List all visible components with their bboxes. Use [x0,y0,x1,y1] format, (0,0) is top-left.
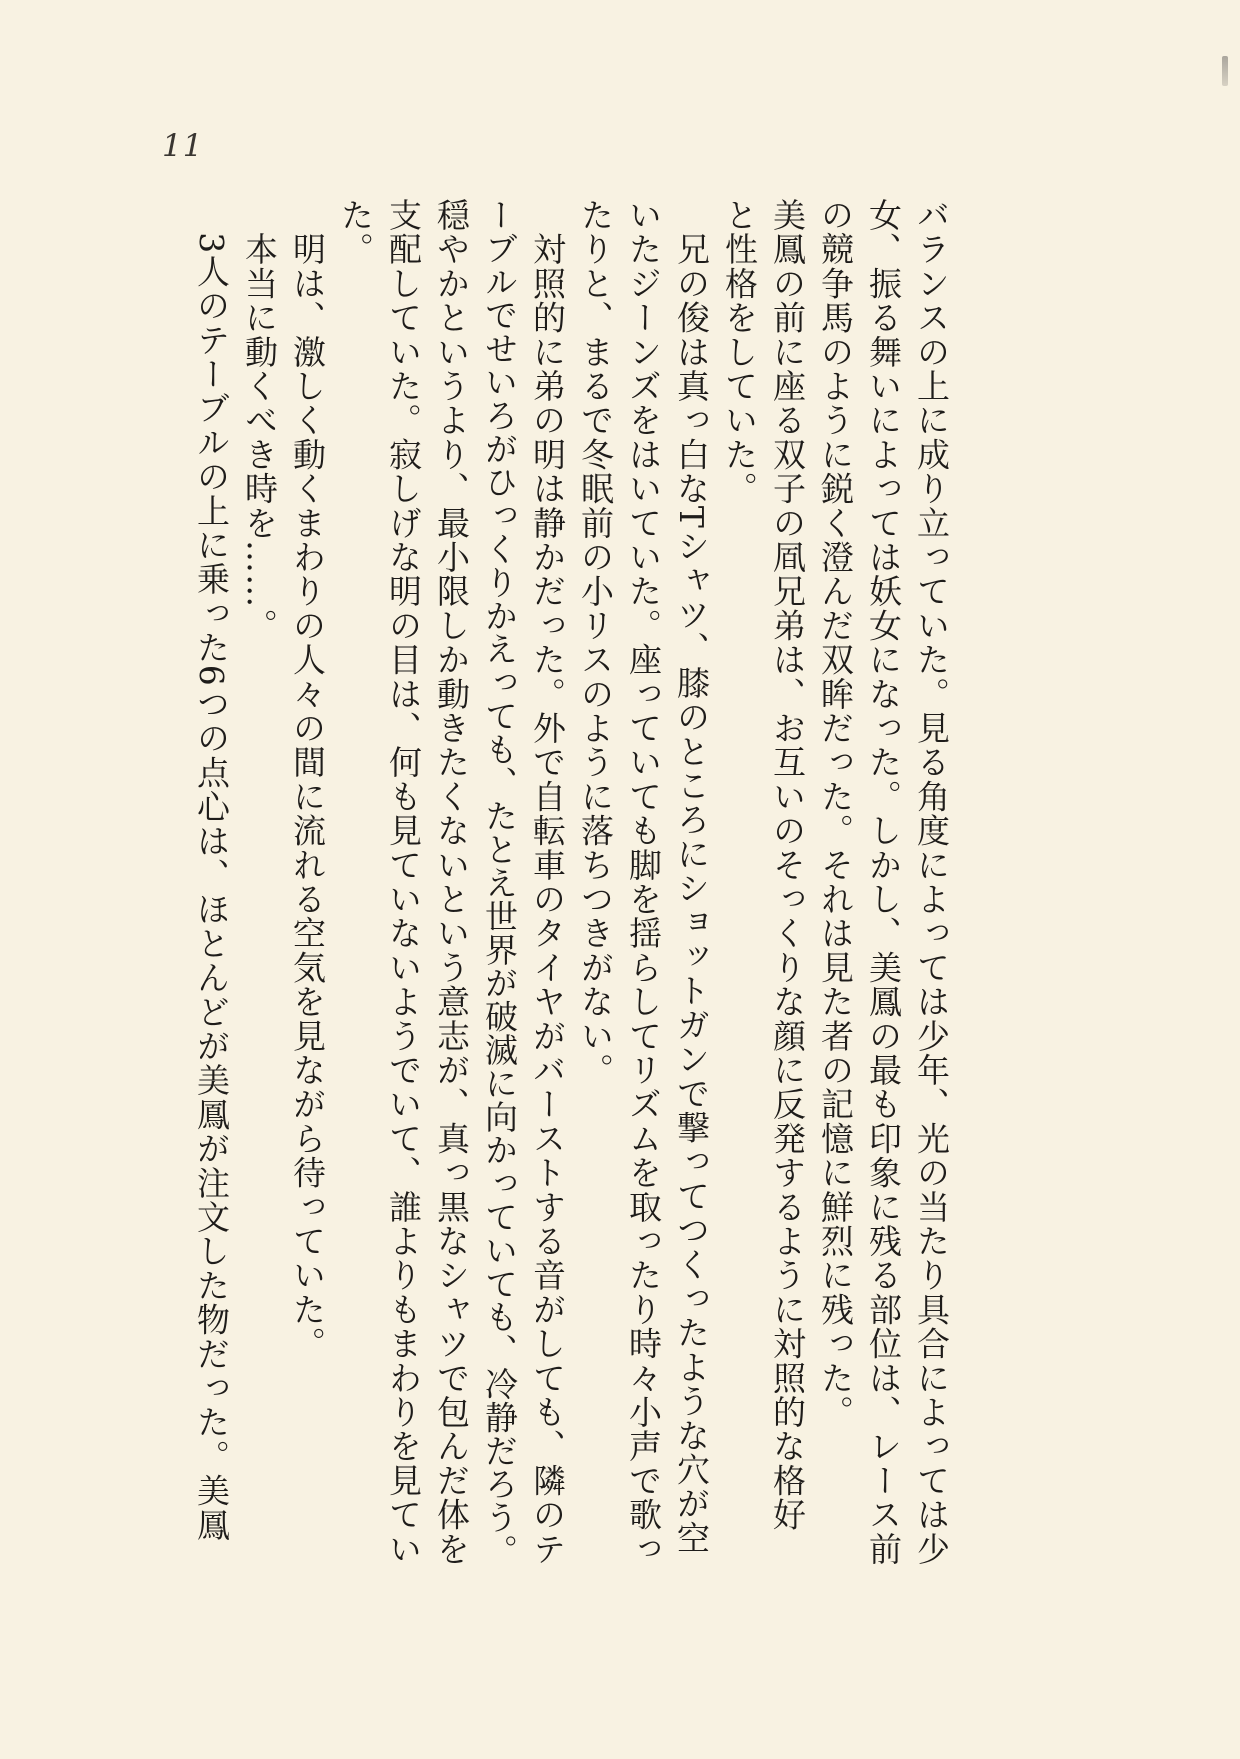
text-line: 女、振る舞いによっては妖女になった。しかし、美鳳の最も印象に残る部位は、レース前 [864,198,903,1566]
text-line: の競争馬のように鋭く澄んだ双眸だった。それは見た者の記憶に鮮烈に残った。 [816,198,855,1430]
text-line: 3人のテーブルの上に乗った6つの点心は、ほとんどが美鳳が注文した物だった。美鳳 [192,198,231,1542]
text-line: 美鳳の前に座る双子の凮兄弟は、お互いのそっくりな顔に反発するように対照的な格好 [768,198,807,1532]
text-line: と性格をしていた。 [720,198,759,506]
text-line: 兄の俊は真っ白なTシャツ、膝のところにショットガンで撃ってつくったような穴が空 [672,198,711,1556]
text-line: いたジーンズをはいていた。座っていても脚を揺らしてリズムを取ったり時々小声で歌っ [624,198,663,1566]
text-line: た。 [336,198,375,267]
text-line: 明は、激しく動くまわりの人々の間に流れる空気を見ながら待っていた。 [288,198,327,1361]
text-line: 対照的に弟の明は静かだった。外で自転車のタイヤがバーストする音がしても、隣のテ [528,198,567,1566]
text-line: 本当に動くべき時を……。 [240,198,279,643]
scan-edge-mark [1222,56,1228,86]
page-number: 11 [162,128,204,164]
text-line: 穏やかというより、最小限しか動きたくないという意志が、真っ黒なシャツで包んだ体を [432,198,471,1566]
text-line: ーブルでせいろがひっくりかえっても、たとえ世界が破滅に向かっていても、冷静だろう。 [480,198,519,1568]
body-text [187,198,955,1698]
text-line: バランスの上に成り立っていた。見る角度によっては少年、光の当たり具合によっては少 [912,198,951,1566]
text-line: たりと、まるで冬眠前の小リスのように落ちつきがない。 [576,198,615,1088]
text-line: 支配していた。寂しげな明の目は、何も見ていないようでいて、誰よりもまわりを見てい [384,198,423,1566]
